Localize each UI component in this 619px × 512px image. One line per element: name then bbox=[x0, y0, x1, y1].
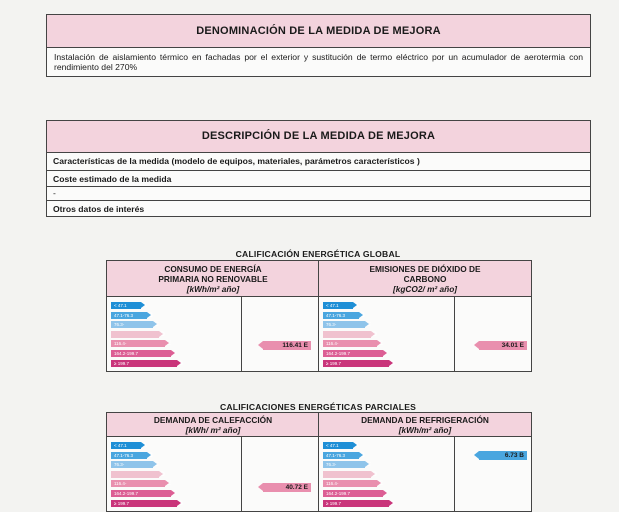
scale-letter: C bbox=[366, 321, 371, 329]
scale-letter: G bbox=[389, 359, 395, 367]
scale-bar-a bbox=[323, 302, 359, 309]
descripcion-title: DESCRIPCIÓN DE LA MEDIDA DE MEJORA bbox=[47, 121, 590, 153]
global-right-unit: [kgCO2/ m² año] bbox=[392, 284, 458, 294]
scale-letter: G bbox=[389, 499, 395, 507]
parciales-right-header bbox=[319, 413, 531, 437]
scale-bar-b bbox=[323, 451, 365, 459]
scale-bar-e bbox=[111, 340, 171, 348]
denominacion-box bbox=[46, 14, 591, 77]
parciales-left-header bbox=[107, 413, 319, 437]
scale-bar-f bbox=[111, 350, 177, 357]
scale-letter: D bbox=[160, 330, 165, 338]
global-left-value: 116.41 E bbox=[263, 341, 311, 350]
denominacion-title: DENOMINACIÓN DE LA MEDIDA DE MEJORA bbox=[47, 15, 590, 48]
scale-bar-b bbox=[111, 311, 153, 319]
global-right-h1: EMISIONES DE DIÓXIDO DE bbox=[369, 264, 481, 274]
global-left-h1: CONSUMO DE ENERGÍA bbox=[164, 264, 262, 274]
scale-bar-g bbox=[111, 499, 183, 507]
scale-range-label: 164.2-199.7 bbox=[114, 351, 139, 356]
parciales-grid bbox=[106, 412, 532, 512]
parciales-left-unit: [kWh/ m² año] bbox=[185, 425, 241, 435]
global-title: CALIFICACIÓN ENERGÉTICA GLOBAL bbox=[235, 249, 401, 259]
scale-bar-f bbox=[111, 490, 177, 497]
scale-range-label: 47.1-76.3 bbox=[114, 312, 134, 318]
scale-letter: D bbox=[372, 330, 377, 338]
scale-bar-d bbox=[111, 330, 165, 338]
parciales-divider bbox=[318, 413, 319, 511]
global-left-unit: [kWh/m² año] bbox=[186, 284, 240, 294]
descripcion-row-otros: Otros datos de interés bbox=[53, 204, 145, 214]
scale-bar-c bbox=[323, 321, 371, 329]
global-left-header bbox=[107, 261, 319, 297]
scale-bar-b bbox=[323, 311, 365, 319]
scale-letter: D bbox=[160, 470, 165, 478]
scale-range-label: < 47.1 bbox=[114, 303, 127, 308]
parciales-title: CALIFICACIONES ENERGÉTICAS PARCIALES bbox=[219, 402, 417, 412]
scale-letter: C bbox=[366, 461, 371, 469]
descripcion-box bbox=[46, 120, 591, 217]
scale-range-label: 116.4- bbox=[114, 341, 127, 347]
scale-range-label: 116.4- bbox=[326, 481, 339, 487]
scale-bar-d bbox=[323, 470, 377, 478]
descripcion-row-dash: - bbox=[47, 187, 590, 201]
scale-letter: E bbox=[378, 340, 383, 348]
parciales-left-h1: DEMANDA DE CALEFACCIÓN bbox=[153, 415, 273, 425]
scale-letter: F bbox=[173, 350, 177, 357]
global-grid bbox=[106, 260, 532, 372]
scale-letter: B bbox=[360, 311, 365, 319]
scale-range-label: < 47.1 bbox=[326, 303, 339, 308]
global-left-h2: PRIMARIA NO RENOVABLE bbox=[158, 274, 268, 284]
scale-bar-d bbox=[111, 470, 165, 478]
descripcion-row-caracteristicas: Características de la medida (modelo de equipos, materiales, parámetros característicos ) bbox=[47, 153, 590, 171]
scale-letter: B bbox=[148, 451, 153, 459]
scale-letter: E bbox=[166, 480, 171, 488]
scale-range-label: ≥ 199.7 bbox=[114, 360, 129, 366]
parciales-right-unit: [kWh/m² año] bbox=[398, 425, 452, 435]
parciales-right-h1: DEMANDA DE REFRIGERACIÓN bbox=[361, 415, 489, 425]
parciales-right-value: 6.73 B bbox=[479, 451, 527, 460]
scale-range-label: 76.3- bbox=[326, 322, 337, 328]
scale-letter: F bbox=[173, 490, 177, 497]
global-right-inner-divider bbox=[454, 297, 455, 371]
scale-bar-f bbox=[323, 350, 389, 357]
scale-range-label: ≥ 199.7 bbox=[326, 500, 341, 506]
scale-letter: E bbox=[378, 480, 383, 488]
scale-letter: B bbox=[360, 451, 365, 459]
scale-bar-a bbox=[111, 302, 147, 309]
scale-bar-c bbox=[111, 321, 159, 329]
scale-range-label: 47.1-76.3 bbox=[326, 312, 346, 318]
scale-letter: D bbox=[372, 470, 377, 478]
scale-bar-c bbox=[111, 461, 159, 469]
scale-range-label: 116.4- bbox=[326, 341, 339, 347]
scale-bar-d bbox=[323, 330, 377, 338]
scale-letter: G bbox=[177, 359, 183, 367]
scale-letter: A bbox=[142, 302, 147, 309]
scale-letter: E bbox=[166, 340, 171, 348]
scale-range-label: ≥ 199.7 bbox=[326, 360, 341, 366]
scale-range-label: 116.4- bbox=[114, 481, 127, 487]
denominacion-text: Instalación de aislamiento térmico en fachadas por el exterior y sustitución de termo eléctrico por un acumulador de aerotermia con rendimiento del 270% bbox=[54, 52, 583, 72]
scale-bar-e bbox=[111, 480, 171, 488]
scale-range-label: 47.1-76.3 bbox=[114, 452, 134, 458]
scale-range-label: 47.1-76.3 bbox=[326, 452, 346, 458]
global-divider bbox=[318, 261, 319, 371]
scale-range-label: 164.2-199.7 bbox=[326, 491, 351, 496]
global-left-inner-divider bbox=[241, 297, 242, 371]
scale-bar-b bbox=[111, 451, 153, 459]
scale-range-label: 164.2-199.7 bbox=[326, 351, 351, 356]
scale-letter: A bbox=[354, 442, 359, 449]
scale-letter: G bbox=[177, 499, 183, 507]
scale-letter: F bbox=[385, 490, 389, 497]
global-right-value: 34.01 E bbox=[479, 341, 527, 350]
scale-bar-c bbox=[323, 461, 371, 469]
scale-range-label: 76.3- bbox=[114, 322, 125, 328]
scale-range-label: < 47.1 bbox=[326, 443, 339, 448]
scale-range-label: 164.2-199.7 bbox=[114, 491, 139, 496]
scale-bar-a bbox=[111, 442, 147, 449]
scale-range-label: 76.3- bbox=[114, 462, 125, 468]
scale-bar-g bbox=[111, 359, 183, 367]
scale-letter: B bbox=[148, 311, 153, 319]
parciales-left-value: 40.72 E bbox=[263, 483, 311, 492]
global-right-header bbox=[319, 261, 531, 297]
scale-letter: C bbox=[154, 321, 159, 329]
scale-bar-a bbox=[323, 442, 359, 449]
scale-letter: C bbox=[154, 461, 159, 469]
scale-bar-e bbox=[323, 340, 383, 348]
scale-letter: A bbox=[354, 302, 359, 309]
global-right-h2: CARBONO bbox=[403, 274, 447, 284]
scale-bar-e bbox=[323, 480, 383, 488]
scale-letter: A bbox=[142, 442, 147, 449]
scale-bar-f bbox=[323, 490, 389, 497]
scale-bar-g bbox=[323, 359, 395, 367]
scale-range-label: < 47.1 bbox=[114, 443, 127, 448]
scale-letter: F bbox=[385, 350, 389, 357]
scale-range-label: 76.3- bbox=[326, 462, 337, 468]
descripcion-row-coste: Coste estimado de la medida bbox=[47, 171, 590, 187]
scale-range-label: ≥ 199.7 bbox=[114, 500, 129, 506]
scale-bar-g bbox=[323, 499, 395, 507]
